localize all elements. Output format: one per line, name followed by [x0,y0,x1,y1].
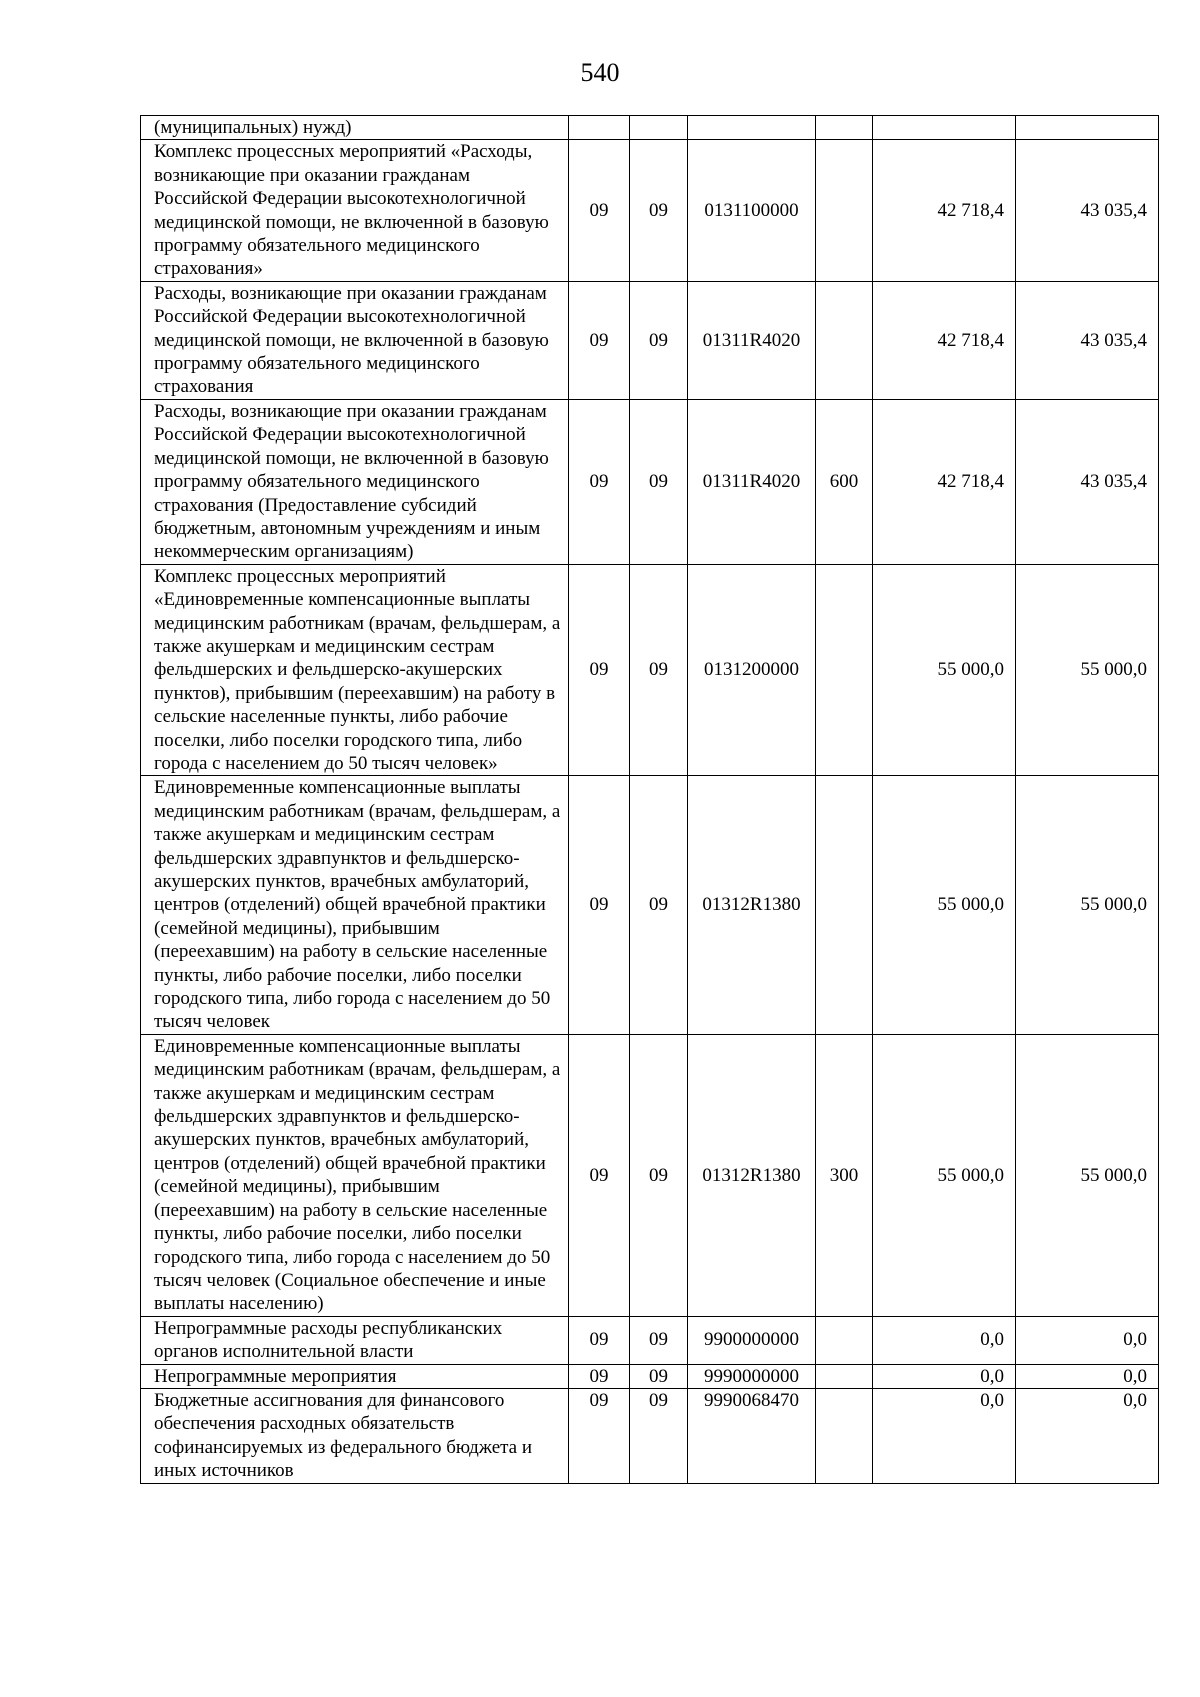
amount-year-1: 0,0 [873,1364,1016,1388]
subsection-code [630,116,688,140]
expense-type-code: 300 [816,1034,873,1316]
section-code: 09 [569,281,630,399]
target-article-code: 9990068470 [688,1388,816,1483]
target-article-code [688,116,816,140]
section-code: 09 [569,1388,630,1483]
expense-type-code [816,1364,873,1388]
subsection-code: 09 [630,281,688,399]
target-article-code: 01312R1380 [688,1034,816,1316]
target-article-code: 9900000000 [688,1316,816,1364]
expense-type-code [816,1388,873,1483]
amount-year-2: 55 000,0 [1016,564,1159,776]
amount-year-1: 42 718,4 [873,281,1016,399]
section-code: 09 [569,1316,630,1364]
amount-year-2 [1016,116,1159,140]
expense-type-code [816,116,873,140]
row-name: Единовременные компенсационные выплаты медицинским работникам (врачам, фельдшерам, а также акушеркам и медицинским сестрам фельдшерских здравпунктов и фельдшерско-акушерских пунктов, врачебных амбулаторий, центров (отделений) общей врачебной практики (семейной медицины), прибывшим (переехавшим) на работу в сельские населенные пункты, либо рабочие поселки, либо поселки городского типа, либо города с населением до 50 тысяч человек (Социальное обеспечение и иные выплаты населению) [141,1034,569,1316]
amount-year-1: 0,0 [873,1388,1016,1483]
row-name: (муниципальных) нужд) [141,116,569,140]
table-row [141,116,1159,140]
amount-year-2: 0,0 [1016,1388,1159,1483]
section-code: 09 [569,399,630,564]
section-code: 09 [569,1364,630,1388]
amount-year-2: 43 035,4 [1016,140,1159,281]
amount-year-1: 0,0 [873,1316,1016,1364]
table-row [141,564,1159,776]
amount-year-2: 43 035,4 [1016,281,1159,399]
subsection-code: 09 [630,1388,688,1483]
row-name: Бюджетные ассигнования для финансового обеспечения расходных обязательств софинансируемых из федерального бюджета и иных источников [141,1388,569,1483]
amount-year-1: 55 000,0 [873,776,1016,1034]
table-row [141,776,1159,1034]
subsection-code: 09 [630,776,688,1034]
amount-year-2: 55 000,0 [1016,776,1159,1034]
expense-type-code: 600 [816,399,873,564]
target-article-code: 01312R1380 [688,776,816,1034]
subsection-code: 09 [630,140,688,281]
budget-table [140,115,1159,1484]
row-name: Расходы, возникающие при оказании гражданам Российской Федерации высокотехнологичной медицинской помощи, не включенной в базовую программу обязательного медицинского страхования (Предоставление субсидий бюджетным, автономным учреждениям и иным некоммерческим организациям) [141,399,569,564]
page-number: 540 [580,58,620,87]
expense-type-code [816,564,873,776]
amount-year-2: 0,0 [1016,1364,1159,1388]
amount-year-1: 55 000,0 [873,1034,1016,1316]
amount-year-1 [873,116,1016,140]
amount-year-2: 55 000,0 [1016,1034,1159,1316]
section-code: 09 [569,564,630,776]
amount-year-2: 0,0 [1016,1316,1159,1364]
table-row [141,1034,1159,1316]
target-article-code: 01311R4020 [688,281,816,399]
amount-year-1: 42 718,4 [873,140,1016,281]
row-name: Единовременные компенсационные выплаты медицинским работникам (врачам, фельдшерам, а также акушеркам и медицинским сестрам фельдшерских здравпунктов и фельдшерско-акушерских пунктов, врачебных амбулаторий, центров (отделений) общей врачебной практики (семейной медицины), прибывшим (переехавшим) на работу в сельские населенные пункты, либо рабочие поселки, либо поселки городского типа, либо города с населением до 50 тысяч человек [141,776,569,1034]
subsection-code: 09 [630,1364,688,1388]
subsection-code: 09 [630,1316,688,1364]
section-code [569,116,630,140]
section-code: 09 [569,776,630,1034]
subsection-code: 09 [630,399,688,564]
target-article-code: 01311R4020 [688,399,816,564]
expense-type-code [816,281,873,399]
expense-type-code [816,140,873,281]
expense-type-code [816,1316,873,1364]
row-name: Комплекс процессных мероприятий «Расходы, возникающие при оказании гражданам Российской Федерации высокотехнологичной медицинской помощи, не включенной в базовую программу обязательного медицинского страхования» [141,140,569,281]
amount-year-1: 55 000,0 [873,564,1016,776]
expense-type-code [816,776,873,1034]
row-name: Непрограммные расходы республиканских органов исполнительной власти [141,1316,569,1364]
amount-year-1: 42 718,4 [873,399,1016,564]
section-code: 09 [569,1034,630,1316]
table-row [141,281,1159,399]
subsection-code: 09 [630,564,688,776]
row-name: Комплекс процессных мероприятий «Единовременные компенсационные выплаты медицинским работникам (врачам, фельдшерам, а также акушеркам и медицинским сестрам фельдшерских и фельдшерско-акушерских пунктов), прибывшим (переехавшим) на работу в сельские населенные пункты, либо рабочие поселки, либо поселки городского типа, либо города с населением до 50 тысяч человек» [141,564,569,776]
table-row [141,1316,1159,1364]
target-article-code: 0131100000 [688,140,816,281]
row-name: Непрограммные мероприятия [141,1364,569,1388]
table-row [141,1388,1159,1483]
section-code: 09 [569,140,630,281]
table-row [141,1364,1159,1388]
target-article-code: 0131200000 [688,564,816,776]
amount-year-2: 43 035,4 [1016,399,1159,564]
subsection-code: 09 [630,1034,688,1316]
target-article-code: 9990000000 [688,1364,816,1388]
table-row [141,399,1159,564]
table-row [141,140,1159,281]
row-name: Расходы, возникающие при оказании гражданам Российской Федерации высокотехнологичной медицинской помощи, не включенной в базовую программу обязательного медицинского страхования [141,281,569,399]
